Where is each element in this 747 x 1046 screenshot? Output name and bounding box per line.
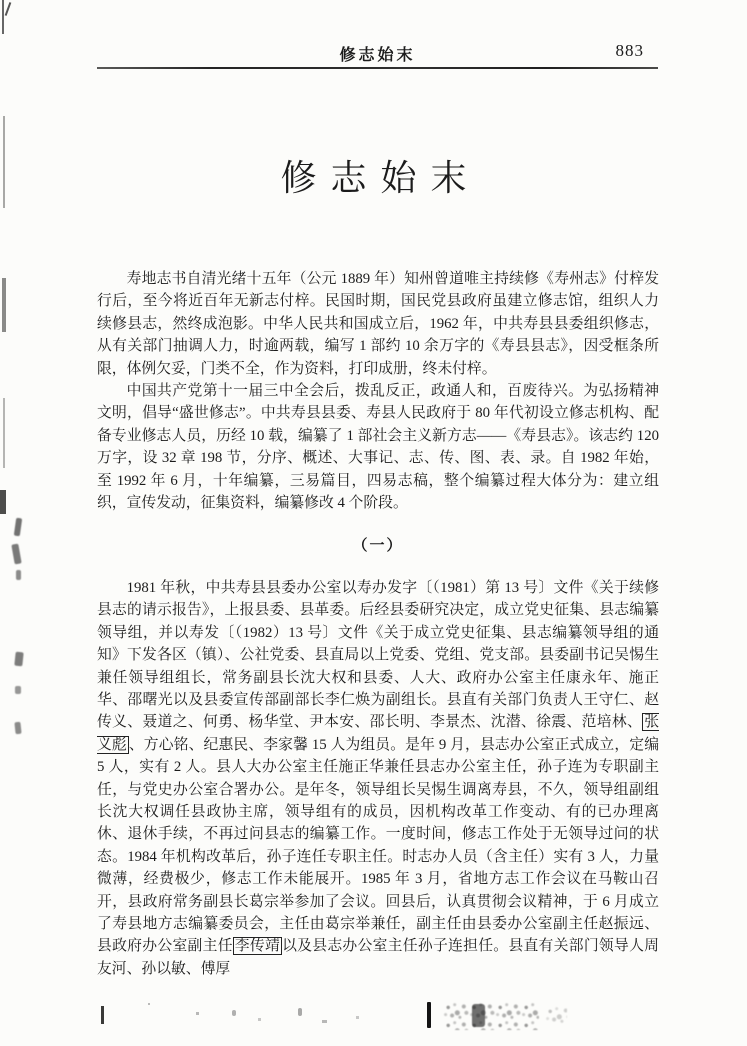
page-header <box>97 41 658 67</box>
scan-artifact-blotch-dark <box>472 1004 485 1027</box>
scan-artifact-blotch <box>545 1006 567 1024</box>
scan-artifact-edge-line <box>3 398 5 468</box>
scan-artifact-smudge <box>14 722 21 735</box>
scan-artifact-edge-line <box>2 278 6 332</box>
scan-artifact-speck <box>232 1010 236 1016</box>
paragraph-2: 中国共产党第十一届三中全会后，拨乱反正，政通人和，百废待兴。为弘扬精神文明，倡导“盛世修志”。中共寿县县委、寿县人民政府于 80 年代初设立修志机构、配备专业修志人员，历经 10 载，编纂了 1 部社会主义新方志——《寿县志》。该志约 120 万字，设 32 章 198 节，分序、概述、大事记、志、传、图、表、录。自 1982 年始，至 1992 年 6 月，十年编纂，三易篇目，四易志稿，整个编纂过程大体分为：建立组织，宣传发动，征集资料，编纂修改 4 个阶段。 <box>97 383 659 512</box>
scan-artifact-smudge <box>15 686 21 694</box>
paragraph-3 <box>97 577 659 980</box>
header-rule <box>97 67 658 69</box>
boxed-name-zhang-yibiao: 张义彪 <box>97 714 659 753</box>
scan-artifact-bar <box>427 1002 431 1028</box>
paragraph-3-segment: 以及县志办公室主任孙子连担任。县直有关部门领导人周友河、孙以敏、傅厚 <box>97 938 659 977</box>
scan-artifact-speck <box>322 1020 327 1023</box>
scan-artifact-speck <box>258 1018 261 1021</box>
running-title: 修志始末 <box>339 47 416 64</box>
scan-artifact-speck <box>196 1012 199 1015</box>
boxed-name-li-chuanjing: 李传靖 <box>234 938 281 955</box>
scan-artifact-smudge <box>16 570 21 580</box>
scan-artifact-speck <box>148 1003 150 1005</box>
scan-artifact-smudge <box>14 652 23 667</box>
chapter-title: 修志始末 <box>280 158 481 198</box>
scan-artifact-edge-line <box>2 0 4 34</box>
scan-artifact-speck <box>356 1016 359 1019</box>
scan-artifact-speck <box>298 1008 302 1016</box>
section-marker: （一） <box>352 537 404 555</box>
scan-artifact-smudge <box>11 544 21 565</box>
scan-artifact-smudge <box>14 518 22 537</box>
paragraph-3-segment: 、方心铭、纪惠民、李家馨 15 人为组员。是年 9 月，县志办公室正式成立，定编 5 人，实有 2 人。县人大办公室主任施正华兼任县志办公室主任，孙子连为专职副主任，与党史办公室合署办公。是年冬，领导组长吴惕生调离寿县，不久，领导组副组长沈大权调任县政协主席，领导组有的成员，因机构改革工作变动、有的已办理离休、退休手续，不再过问县志的编纂工作。一度时间，修志工作处于无领导过问的状态。1984 年机构改革后，孙子连任专职主任。时志办人员（含主任）实有 3 人，力量微薄，经费极少，修志工作未能展开。1985 年 3 月，省地方志工作会议在马鞍山召开，县政府常务副县长葛宗举参加了会议。回县后，认真贯彻会议精神，于 6 月成立了寿县地方志编纂委员会，主任由葛宗举兼任，副主任由县委办公室副主任赵振远、县政府办公室副主任 <box>97 736 659 955</box>
scan-artifact-edge-line <box>0 490 6 514</box>
page-number: 883 <box>615 41 644 60</box>
paragraph-1: 寿地志书自清光绪十五年（公元 1889 年）知州曾道唯主持续修《寿州志》付梓发行后，至今将近百年无新志付梓。民国时期，国民党县政府虽建立修志馆，组织人力续修县志，然终成泡影。中华人民共和国成立后，1962 年，中共寿县县委组织修志，从有关部门抽调人力，时逾两载，编写 1 部约 10 余万字的《寿县县志》，因受框条所限，体例欠妥，门类不全，作为资料，打印成册，终未付梓。 <box>97 271 659 377</box>
scan-artifact-blotch <box>443 1002 539 1030</box>
body-text <box>97 268 659 980</box>
scan-artifact-dash <box>101 1006 104 1024</box>
paragraph-3-segment: 1981 年秋，中共寿县县委办公室以寿办发字〔（1981）第 13 号〕文件《关于续修县志的请示报告》，上报县委、县革委。后经县委研究决定，成立党史征集、县志编纂领导组，并以寿发〔（1982）13 号〕文件《关于成立党史征集、县志编纂领导组的通知》下发各区（镇）、公社党委、县直局以上党委、党组、党支部。县委副书记吴惕生兼任领导组组长，常务副县长沈大权和县委、人大、政府办公室主任康永年、施正华、邵曙光以及县委宣传部副部长李仁焕为副组长。县直有关部门负责人王守仁、赵传义、聂道之、何勇、杨华堂、尹本安、邵长明、李景杰、沈潜、徐震、范培林、 <box>97 579 659 731</box>
scan-artifact-corner-tick <box>5 2 12 16</box>
